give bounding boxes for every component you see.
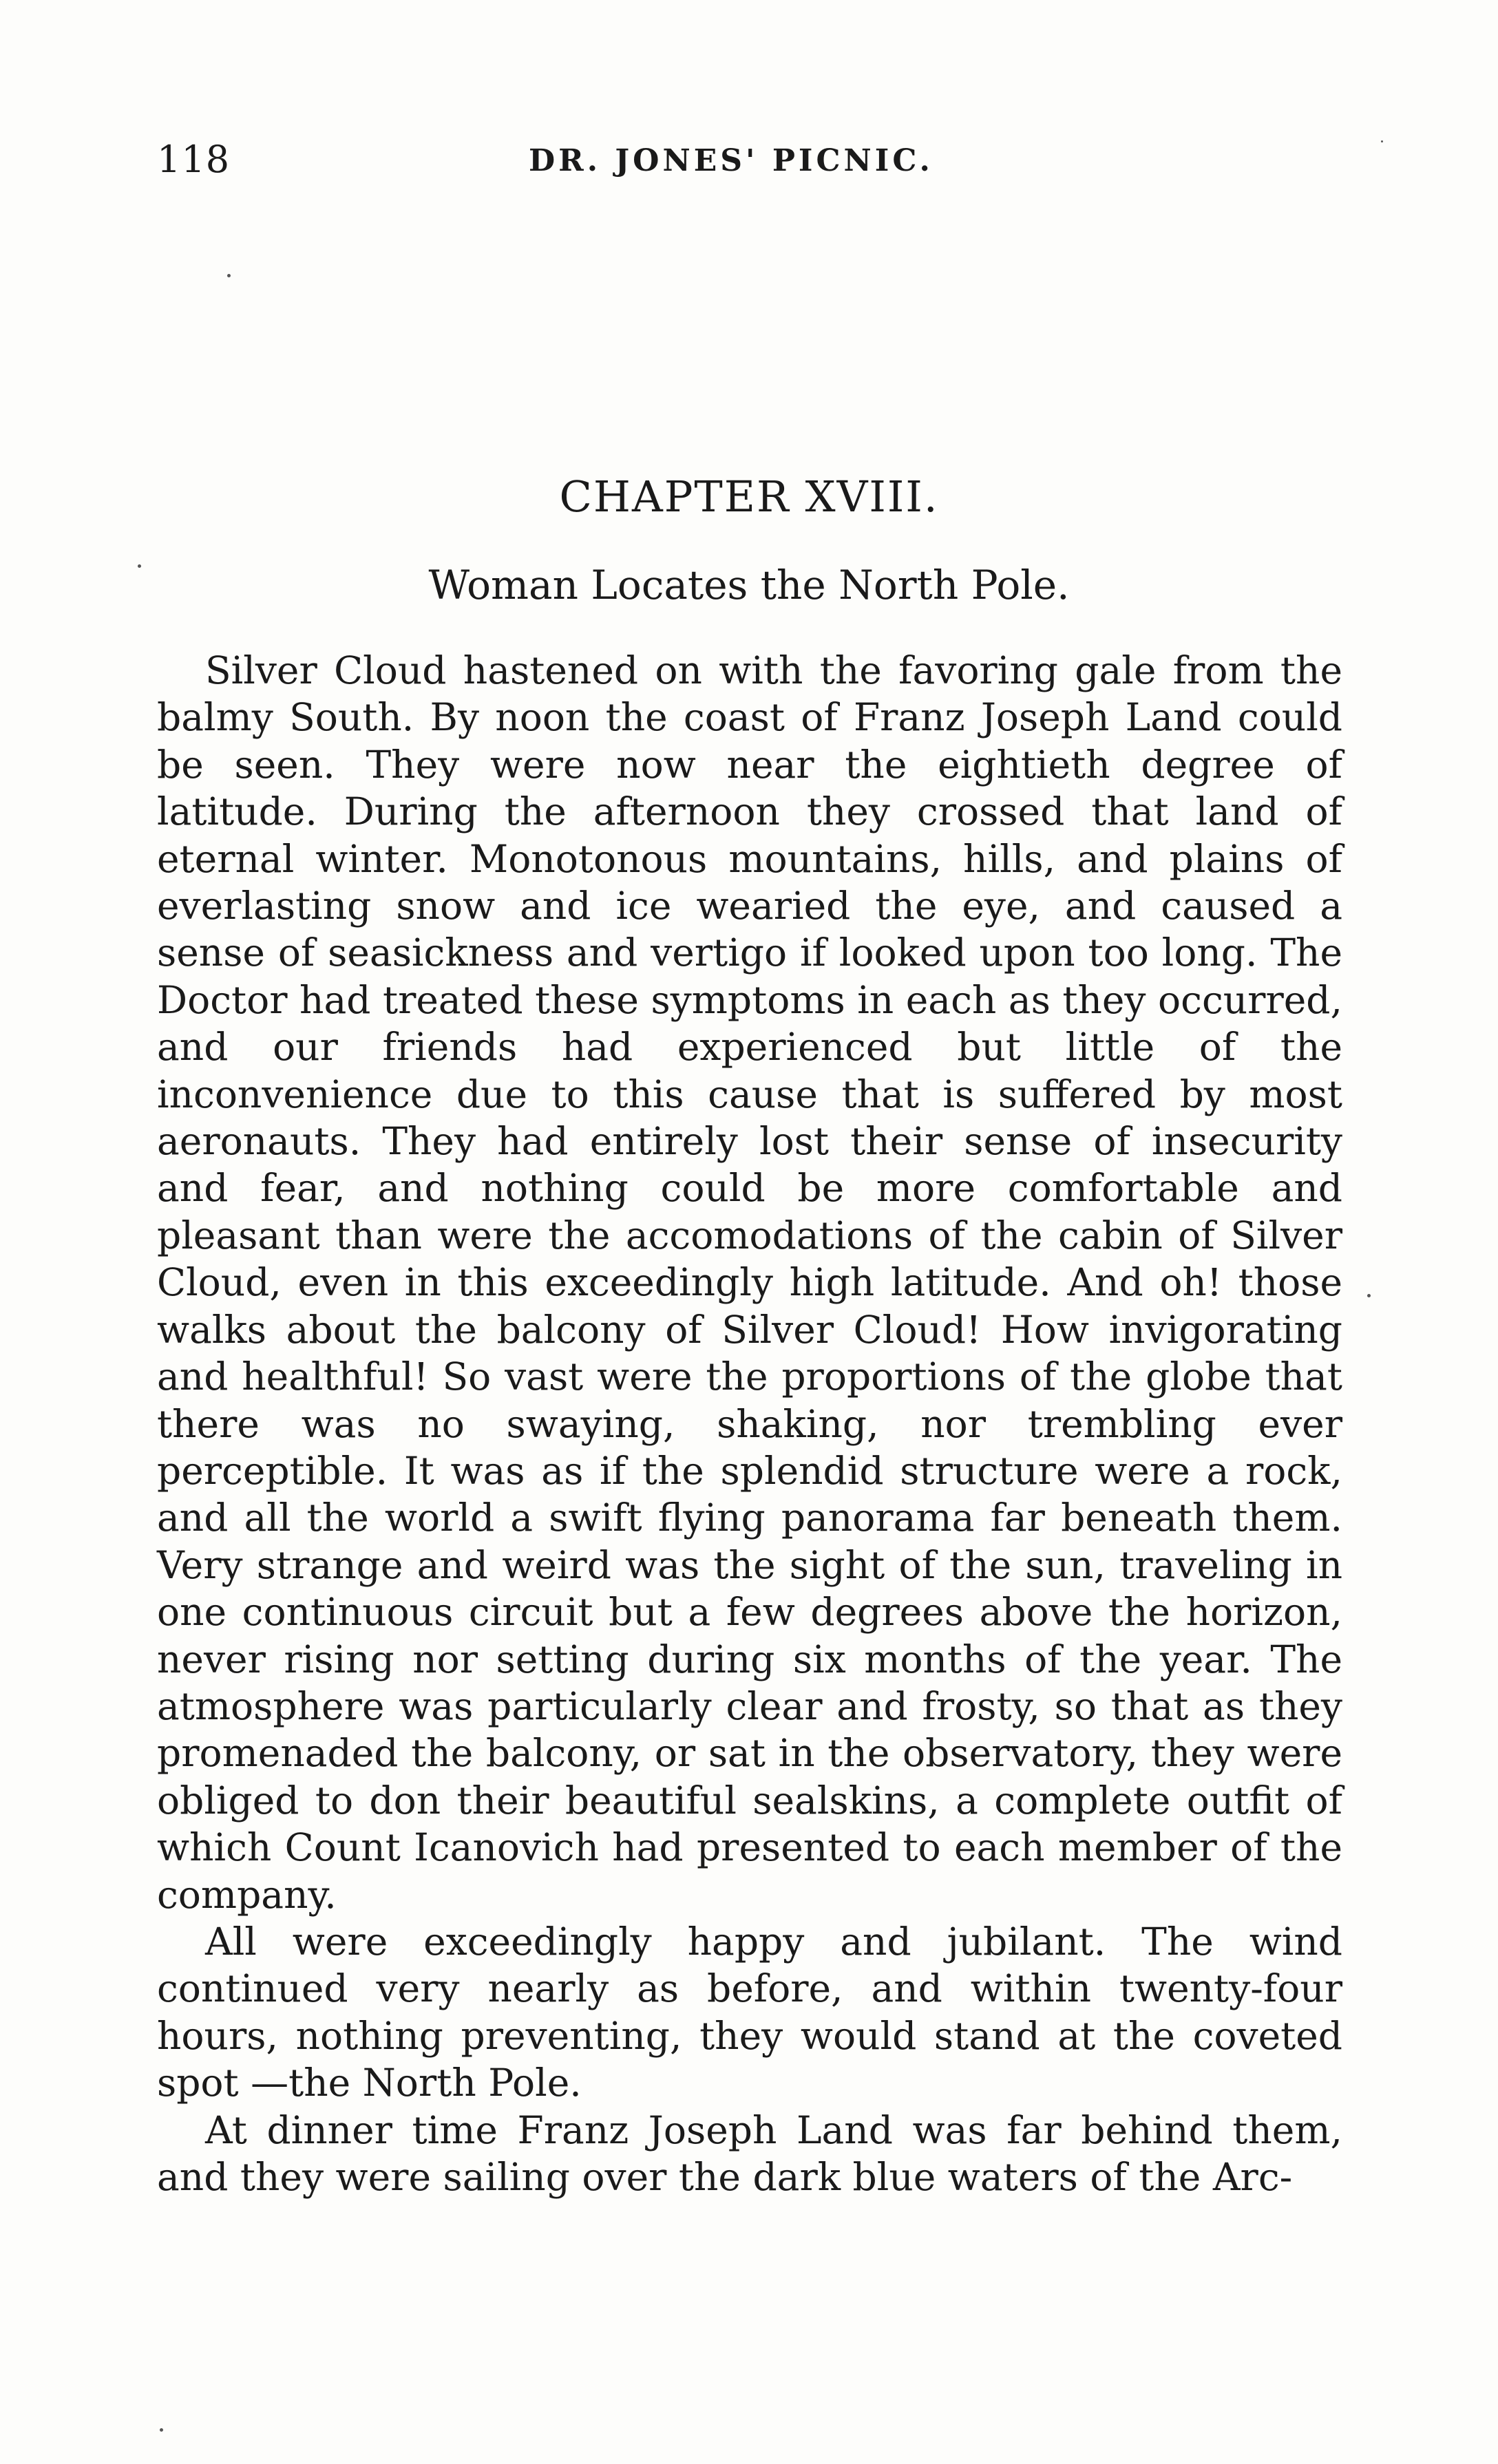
paragraph-3: At dinner time Franz Joseph Land was far behind them, and they were sailing over the dark blue waters of the Arc- (157, 2107, 1342, 2199)
page-number: 118 (157, 138, 231, 181)
running-title: DR. JONES' PICNIC. (529, 143, 933, 178)
chapter-heading: CHAPTER XVIII. (559, 471, 939, 522)
scan-speck (227, 274, 231, 277)
scan-speck (160, 2428, 163, 2432)
scan-speck (1381, 140, 1383, 142)
body-text (157, 647, 1342, 2200)
paragraph-1: Silver Cloud hastened on with the favoring gale from the balmy South. By noon the coast of Franz Joseph Land could be seen. They were now near the eightieth degree of latitude. During the afternoon they crossed that land of eternal winter. Monotonous mountains, hills, and plains of everlasting snow and ice wearied the eye, and caused a sense of seasickness and vertigo if looked upon too long. The Doctor had treated these symptoms in each as they occurred, and our friends had experienced but little of the inconvenience due to this cause that is suffered by most aeronauts. They had entirely lost their sense of insecurity and fear, and nothing could be more comfortable and pleasant than were the accomodations of the cabin of Silver Cloud, even in this exceedingly high latitude. And oh! those walks about the balcony of Silver Cloud! How invigorating and healthful! So vast were the proportions of the globe that there was no swaying, shaking, nor trembling ever perceptible. It was as if the splendid structure were a rock, and all the world a swift flying panorama far beneath them. Very strange and weird was the sight of the sun, traveling in one continuous circuit but a few degrees above the horizon, never rising nor setting during six months of the year. The atmosphere was particularly clear and frosty, so that as they promenaded the balcony, or sat in the observatory, they were obliged to don their beautiful sealskins, a complete outfit of which Count Icanovich had presented to each member of the company. (157, 648, 1342, 1917)
paragraph-2: All were exceedingly happy and jubilant. The wind continued very nearly as before, and within twenty-four hours, nothing preventing, they would stand at the coveted spot —the North Pole. (157, 1919, 1342, 2105)
scan-speck (138, 564, 141, 568)
running-head (157, 138, 1348, 193)
chapter-subtitle: Woman Locates the North Pole. (428, 562, 1070, 608)
scan-speck (1367, 1294, 1371, 1297)
